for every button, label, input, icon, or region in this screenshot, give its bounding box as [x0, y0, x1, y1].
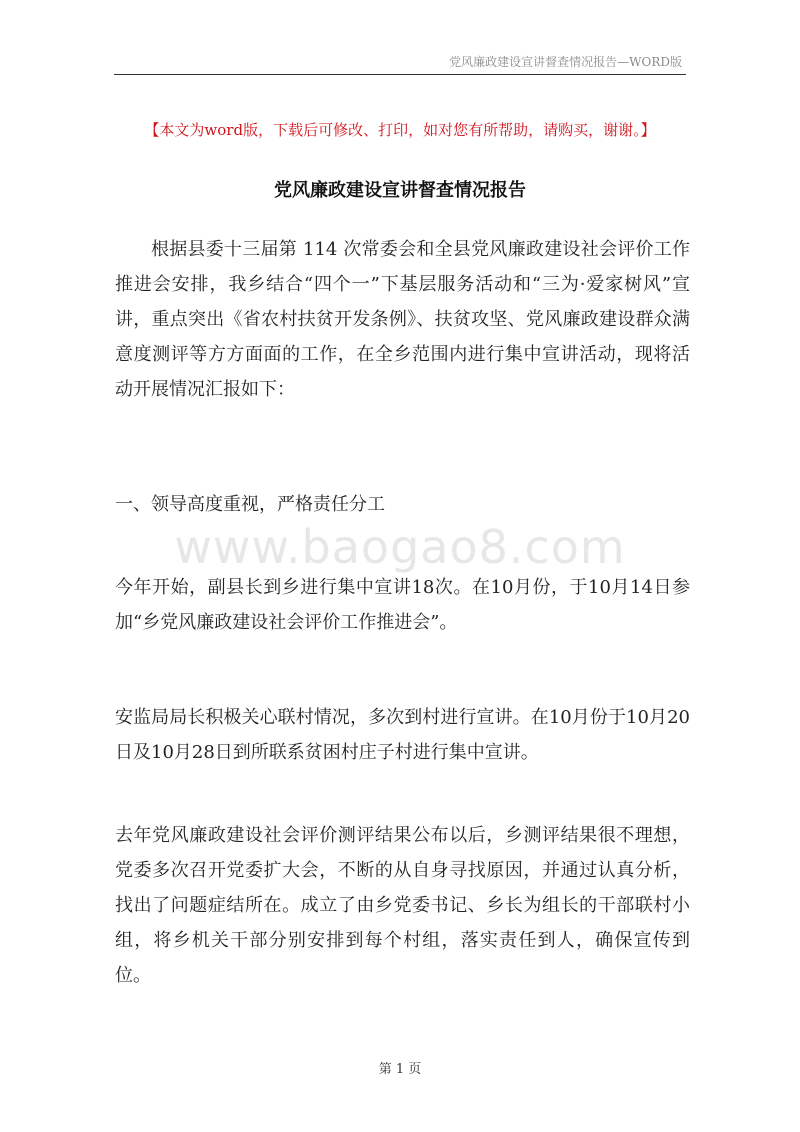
document-title: 党风廉政建设宣讲督查情况报告 [274, 180, 526, 201]
page-number: 第 1 页 [378, 1062, 422, 1077]
paragraph-4: 去年党风廉政建设社会评价测评结果公布以后，乡测评结果很不理想，党委多次召开党委扩大会，不断的从自身寻找原因，并通过认真分析，找出了问题症结所在。成立了由乡党委书记、乡长为组长的干部联村小组，将乡机关干部分别安排到每个村组，落实责任到人，确保宣传到位。 [115, 825, 690, 986]
notice-banner: 【本文为word版，下载后可修改、打印，如对您有所帮助，请购买，谢谢。】 [144, 121, 656, 139]
header-rule [114, 74, 686, 75]
header-text: 党风廉政建设宣讲督查情况报告—WORD版 [449, 55, 682, 69]
paragraph-2: 今年开始，副县长到乡进行集中宣讲18次。在10月份，于10月14日参加“乡党风廉政建设社会评价工作推进会”。 [115, 577, 690, 633]
watermark: www.baogao8.com [174, 520, 626, 574]
paragraph-intro: 根据县委十三届第 114 次常委会和全县党风廉政建设社会评价工作推进会安排，我乡结合“四个一”下基层服务活动和“三为·爱家树风”宣讲，重点突出《省农村扶贫开发条例》、扶贫攻坚、党风廉政建设群众满意度测评等方方面面的工作，在全乡范围内进行集中宣讲活动，现将活动开展情况汇报如下： [115, 239, 690, 400]
paragraph-3: 安监局局长积极关心联村情况，多次到村进行宣讲。在10月份于10月20日及10月28日到所联系贫困村庄子村进行集中宣讲。 [115, 707, 690, 763]
section-heading-1: 一、领导高度重视，严格责任分工 [115, 494, 385, 515]
